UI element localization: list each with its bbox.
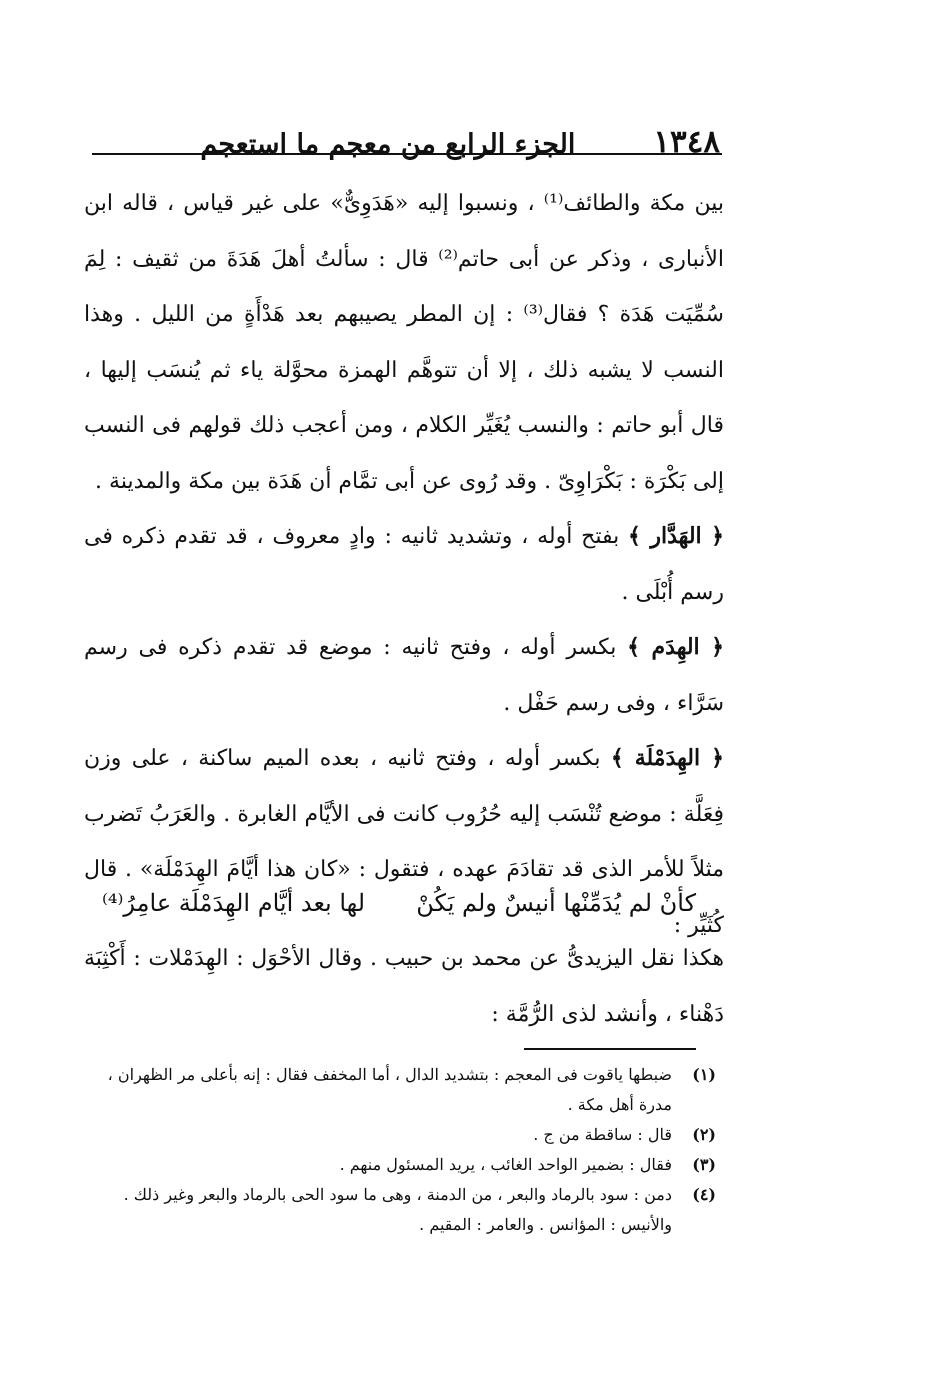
footnotes — [76, 1060, 716, 1240]
footnote-text: قال : ساقطة من ج . — [533, 1125, 672, 1144]
footnote-number: (٢) — [692, 1125, 716, 1144]
poem-second-hemistich: لها بعد أيَّام الهِدَمْلَة عامِرُ⁽⁴⁾ — [102, 889, 366, 917]
poem-verse — [84, 875, 724, 931]
entry-headword: ﴿ الهَدَّار ﴾ — [628, 523, 724, 549]
footnote-text: فقال : بضمير الواحد الغائب ، يريد المسئول منهم . — [339, 1155, 672, 1174]
footnote-number: (٤) — [692, 1185, 716, 1204]
paragraph-after-poem: هكذا نقل اليزيدىُّ عن محمد بن حبيب . وقال الأحْوَل : الهِدَمْلات : أَكْثِبَة دَهْناء ، وأنشد لذى الرُّمَّة : — [84, 946, 724, 1027]
footnote-2 — [76, 1120, 716, 1150]
footnote-number: (١) — [692, 1065, 716, 1084]
header-rule — [92, 153, 722, 155]
footnote-3 — [76, 1150, 716, 1180]
footnote-number: (٣) — [692, 1155, 716, 1174]
entry-headword: ﴿ الهِدَمْلَة ﴾ — [610, 745, 724, 771]
entry-hidam — [84, 620, 724, 731]
main-text — [84, 176, 724, 953]
running-title: الجزء الرابع من معجم ما استعجم — [200, 129, 576, 160]
entry-headword: ﴿ الهِدَم ﴾ — [627, 634, 724, 660]
entry-text: بكسر أوله ، وفتح ثانيه ، بعده الميم ساكنة ، على وزن فِعَلَّة : موضع تُنْسَب إليه حُرُوب كانت فى الأيَّام الغابرة . والعَرَبُ تَضرب مثلاً للأمر الذى قد تقادَمَ عهده ، فتقول : «كان هذا أيَّامَ الهِدَمْلَة» . قال كُثَيِّر : — [84, 746, 724, 938]
footnote-text: ضبطها ياقوت فى المعجم : بتشديد الدال ، أما المخفف فقال : إنه بأعلى مر الظهران ، مدرة أهل مكة . — [107, 1065, 672, 1114]
page-number: ١٣٤٨ — [653, 124, 720, 160]
entry-text: بكسر أوله ، وفتح ثانيه : موضع قد تقدم ذكره فى رسم سَرَّاء ، وفى رسم حَفْل . — [84, 635, 724, 716]
text-after-poem — [84, 931, 724, 1042]
entry-text: بفتح أوله ، وتشديد ثانيه : وادٍ معروف ، قد تقدم ذكره فى رسم أُبْلَى . — [84, 524, 724, 605]
footnote-1 — [76, 1060, 716, 1120]
entry-haddar — [84, 509, 724, 620]
footnote-rule — [524, 1048, 696, 1050]
poem-first-hemistich: كأنْ لم يُدَمِّنْها أنيسٌ ولم يَكُنْ — [416, 889, 696, 917]
footnote-text: دمن : سود بالرماد والبعر ، من الدمنة ، وهى ما سود الحى بالرماد والبعر وغير ذلك . والأنيس : المؤانس . والعامر : المقيم . — [123, 1185, 672, 1234]
footnote-4 — [76, 1180, 716, 1240]
paragraph-hada: بين مكة والطائف⁽¹⁾ ، ونسبوا إليه «هَدَوِىٌّ» على غير قياس ، قاله ابن الأنبارى ، وذكر عن أبى حاتم⁽²⁾ قال : سألتُ أهلَ هَدَةَ من ثقيف : لِمَ سُمِّيَت هَدَة ؟ فقال⁽³⁾ : إن المطر يصيبهم بعد هَدْأَةٍ من الليل . وهذا النسب لا يشبه ذلك ، إلا أن تتوهَّم الهمزة محوَّلة ياء ثم يُنسَب إليها ، قال أبو حاتم : والنسب يُغَيِّر الكلام ، ومن أعجب ذلك قولهم فى النسب إلى بَكْرَة : بَكْرَاوِىّ . وقد رُوى عن أبى تمَّام أن هَدَة بين مكة والمدينة . — [84, 191, 725, 494]
